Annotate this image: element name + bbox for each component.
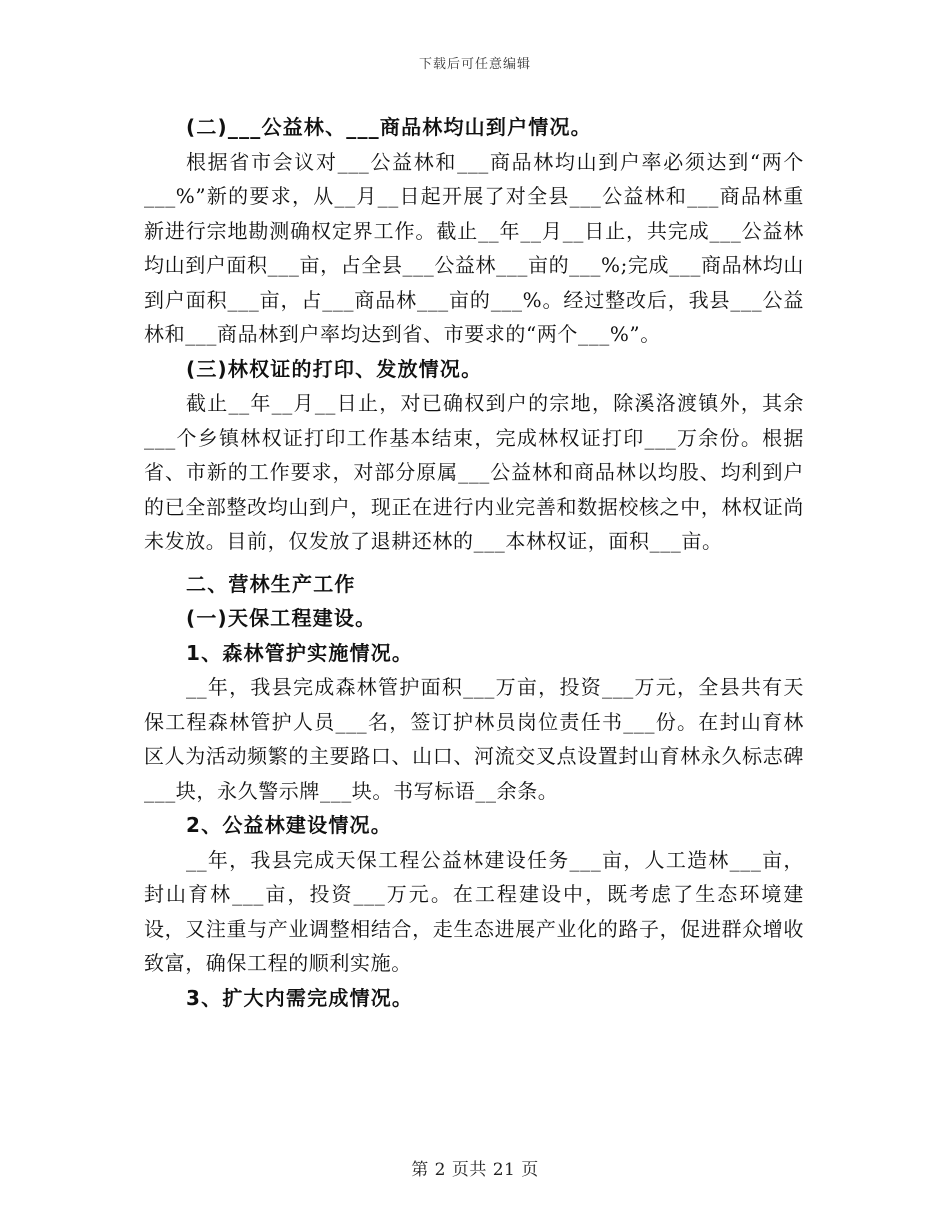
subsection-heading-1: 1、森林管护实施情况。 [186,640,414,665]
paragraph-certificate-printing: 截止__年__月__日止，对已确权到户的宗地，除溪洛渡镇外，其余___个乡镇林权证打印工作基本结束，完成林权证打印___万余份。根据省、市新的工作要求，对部分原属___公益林和商品林以均股、均利到户的已全部整改均山到户，现正在进行内业完善和数据校核之中，林权证尚未发放。目前，仅发放了退耕还林的___本林权证，面积___亩。 [144,391,804,553]
subsection-heading-2: 2、公益林建设情况。 [186,813,392,837]
chapter-heading-afforestation: 二、营林生产工作 [186,571,356,596]
document-body [144,110,804,1015]
section-heading-tianbao: (一)天保工程建设。 [186,606,377,630]
page-footer: 第 2 页共 21 页 [411,1160,539,1180]
subsection-heading-3: 3、扩大内需完成情况。 [186,985,414,1010]
page-header: 下载后可任意编辑 [418,57,531,72]
section-heading-2: (二)___公益林、___商品林均山到户情况。 [186,115,592,139]
paragraph-public-forest: __年，我县完成天保工程公益林建设任务___亩，人工造林___亩，封山育林___亩，投资___万元。在工程建设中，既考虑了生态环境建设，又注重与产业调整相结合，走生态进展产业化的路子，促进群众增收致富，确保工程的顺利实施。 [144,847,804,975]
section-heading-3: (三)林权证的打印、发放情况。 [186,356,483,381]
paragraph-forest-allocation: 根据省市会议对___公益林和___商品林均山到户率必须达到“两个___%”新的要求，从__月__日起开展了对全县___公益林和___商品林重新进行宗地勘测确权定界工作。截止__年__月__日止，共完成___公益林均山到户面积___亩，占全县___公益林___亩的___%;完成___商品林均山到户面积___亩，占___商品林___亩的___%。经过整改后，我县___公益林和___商品林到户率均达到省、市要求的“两个___%”。 [144,149,804,346]
paragraph-forest-protection: __年，我县完成森林管护面积___万亩，投资___万元，全县共有天保工程森林管护人员___名，签订护林员岗位责任书___份。在封山育林区人为活动频繁的主要路口、山口、河流交叉点设置封山育林永久标志碑___块，永久警示牌___块。书写标语__余条。 [144,675,804,803]
